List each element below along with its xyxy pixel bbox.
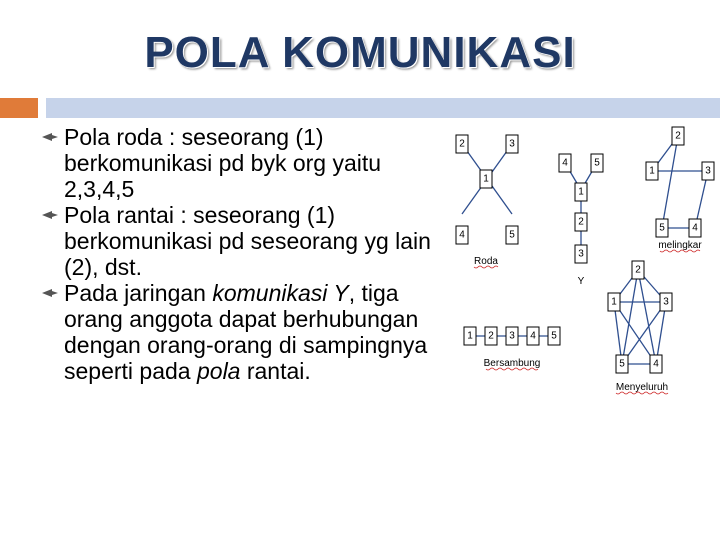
bullet-text: Pada jaringan [64, 280, 213, 306]
caption-underlines [474, 250, 700, 394]
caption-melingkar: melingkar [658, 240, 702, 251]
node-label: 1 [483, 173, 489, 185]
bullet-text: rantai. [240, 358, 311, 384]
node-label: 3 [663, 296, 669, 308]
node-label: 4 [459, 229, 465, 241]
caption-roda: Roda [474, 256, 498, 267]
bullet-list [44, 124, 444, 384]
header-bar [46, 98, 720, 118]
node-label: 2 [578, 216, 584, 228]
bullet-text: Pola roda : seseorang (1) berkomunikasi pd byk org yaitu 2,3,4,5 [64, 124, 382, 202]
bullet-item [44, 280, 444, 384]
node-label: 5 [509, 229, 515, 241]
bullet-item [44, 124, 444, 202]
node-label: 2 [675, 130, 681, 142]
node-label: 3 [509, 330, 515, 342]
bullet-text: Pola rantai : seseorang (1) berkomunikasi pd seseorang yg lain (2), dst. [64, 202, 431, 280]
node-label: 3 [509, 138, 515, 150]
node-label: 5 [594, 157, 600, 169]
node-label: 4 [530, 330, 536, 342]
bullet-arrow-icon [42, 211, 58, 219]
bullet-text-italic: pola [196, 358, 241, 384]
node-label: 4 [692, 222, 698, 234]
node-label: 5 [619, 358, 625, 370]
node-label: 2 [488, 330, 494, 342]
node-label: 4 [562, 157, 568, 169]
node-label: 4 [653, 358, 659, 370]
node-label: 2 [459, 138, 465, 150]
node-label: 3 [578, 248, 584, 260]
bullet-item [44, 202, 444, 280]
node-label: 1 [467, 330, 473, 342]
node-label: 1 [578, 186, 584, 198]
caption-menyeluruh: Menyeluruh [615, 382, 669, 393]
slide-title: POLA KOMUNIKASI [144, 28, 576, 77]
communication-patterns-diagram [440, 118, 720, 408]
caption-bersambung: Bersambung [483, 358, 541, 369]
node-label: 5 [551, 330, 557, 342]
diagram-captions [474, 240, 702, 393]
node-label: 2 [635, 264, 641, 276]
bullet-arrow-icon [42, 133, 58, 141]
header-accent-bar [0, 98, 38, 118]
node-label: 1 [649, 165, 655, 177]
bullet-arrow-icon [42, 289, 58, 297]
bullet-text-italic: komunikasi Y [212, 280, 349, 306]
node-label: 5 [659, 222, 665, 234]
node-label: 3 [705, 165, 711, 177]
bullet-text: , tiga orang anggota dapat berhubungan dengan orang-orang di sampingnya seperti pada [64, 280, 428, 384]
node-label: 1 [611, 296, 617, 308]
caption-y: Y [577, 276, 585, 287]
